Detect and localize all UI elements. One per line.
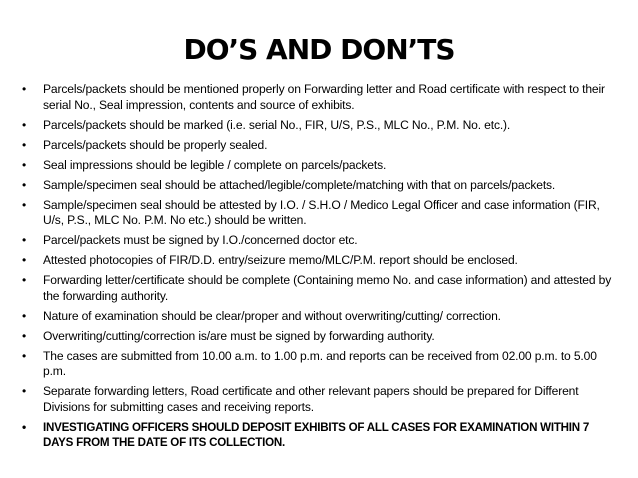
list-item bbox=[22, 178, 622, 194]
bullet-icon: • bbox=[22, 253, 27, 267]
bullet-icon: • bbox=[22, 137, 27, 152]
list-item bbox=[22, 329, 622, 345]
list-item-text: The cases are submitted from 10.00 a.m. to 1.00 p.m. and reports can be received from 02.00 p.m. to 5.00 p.m. bbox=[43, 348, 597, 378]
list-item bbox=[22, 349, 622, 380]
bullet-icon: • bbox=[22, 157, 27, 172]
list-item bbox=[22, 118, 622, 134]
list-item bbox=[22, 273, 622, 304]
bullet-icon: • bbox=[22, 233, 27, 247]
list-item-text: Nature of examination should be clear/proper and without overwriting/cutting/ correction. bbox=[43, 308, 501, 323]
bullet-icon: • bbox=[22, 384, 27, 398]
bullet-icon: • bbox=[22, 117, 27, 132]
bullet-icon: • bbox=[22, 308, 27, 323]
list-item-text: Parcels/packets should be properly sealed. bbox=[43, 137, 268, 152]
list-item bbox=[22, 309, 622, 325]
bullet-icon: • bbox=[22, 328, 27, 343]
bullet-icon: • bbox=[22, 197, 27, 212]
list-item-text: Parcel/packets must be signed by I.O./concerned doctor etc. bbox=[43, 233, 358, 247]
list-item bbox=[22, 384, 622, 415]
list-item-text: Sample/specimen seal should be attached/legible/complete/matching with that on parcels/packets. bbox=[43, 177, 556, 192]
list-item-text: Separate forwarding letters, Road certificate and other relevant papers should be prepared for Different Divisions for submitting cases and receiving reports. bbox=[43, 384, 579, 414]
list-item-text: Sample/specimen seal should be attested by I.O. / S.H.O / Medico Legal Officer and case information (FIR, U/s, P.S., MLC No. P.M. No etc.) should be written. bbox=[43, 197, 600, 227]
list-item bbox=[22, 138, 622, 154]
list-item bbox=[22, 198, 622, 229]
list-item-text: Attested photocopies of FIR/D.D. entry/seizure memo/MLC/P.M. report should be enclosed. bbox=[43, 253, 518, 267]
list-item-emphasis bbox=[22, 420, 622, 451]
list-item bbox=[22, 253, 622, 269]
list-item bbox=[22, 233, 622, 249]
list-item-text: Forwarding letter/certificate should be complete (Containing memo No. and case information) and attested by the forwarding authority. bbox=[43, 273, 612, 303]
bullet-icon: • bbox=[22, 273, 27, 287]
bullet-icon: • bbox=[22, 348, 27, 363]
slide-title: DO’S AND DON’TS bbox=[183, 33, 455, 66]
list-item bbox=[22, 158, 622, 174]
list-item-text: Parcels/packets should be mentioned properly on Forwarding letter and Road certificate with respect to their serial No., Seal impression, contents and source of exhibits. bbox=[43, 82, 605, 112]
list-item-text: Seal impressions should be legible / complete on parcels/packets. bbox=[43, 157, 387, 172]
bullet-icon: • bbox=[22, 177, 27, 192]
bullet-icon: • bbox=[22, 82, 27, 96]
list-item-text: Parcels/packets should be marked (i.e. serial No., FIR, U/S, P.S., MLC No., P.M. No. etc.). bbox=[43, 117, 511, 132]
list-item-text: INVESTIGATING OFFICERS SHOULD DEPOSIT EXHIBITS OF ALL CASES FOR EXAMINATION WITHIN 7 DAYS FROM THE DATE OF ITS COLLECTION. bbox=[43, 420, 590, 449]
list-item-text: Overwriting/cutting/correction is/are must be signed by forwarding authority. bbox=[43, 328, 435, 343]
bullet-list bbox=[22, 82, 622, 455]
bullet-icon: • bbox=[22, 419, 26, 434]
list-item bbox=[22, 82, 622, 113]
